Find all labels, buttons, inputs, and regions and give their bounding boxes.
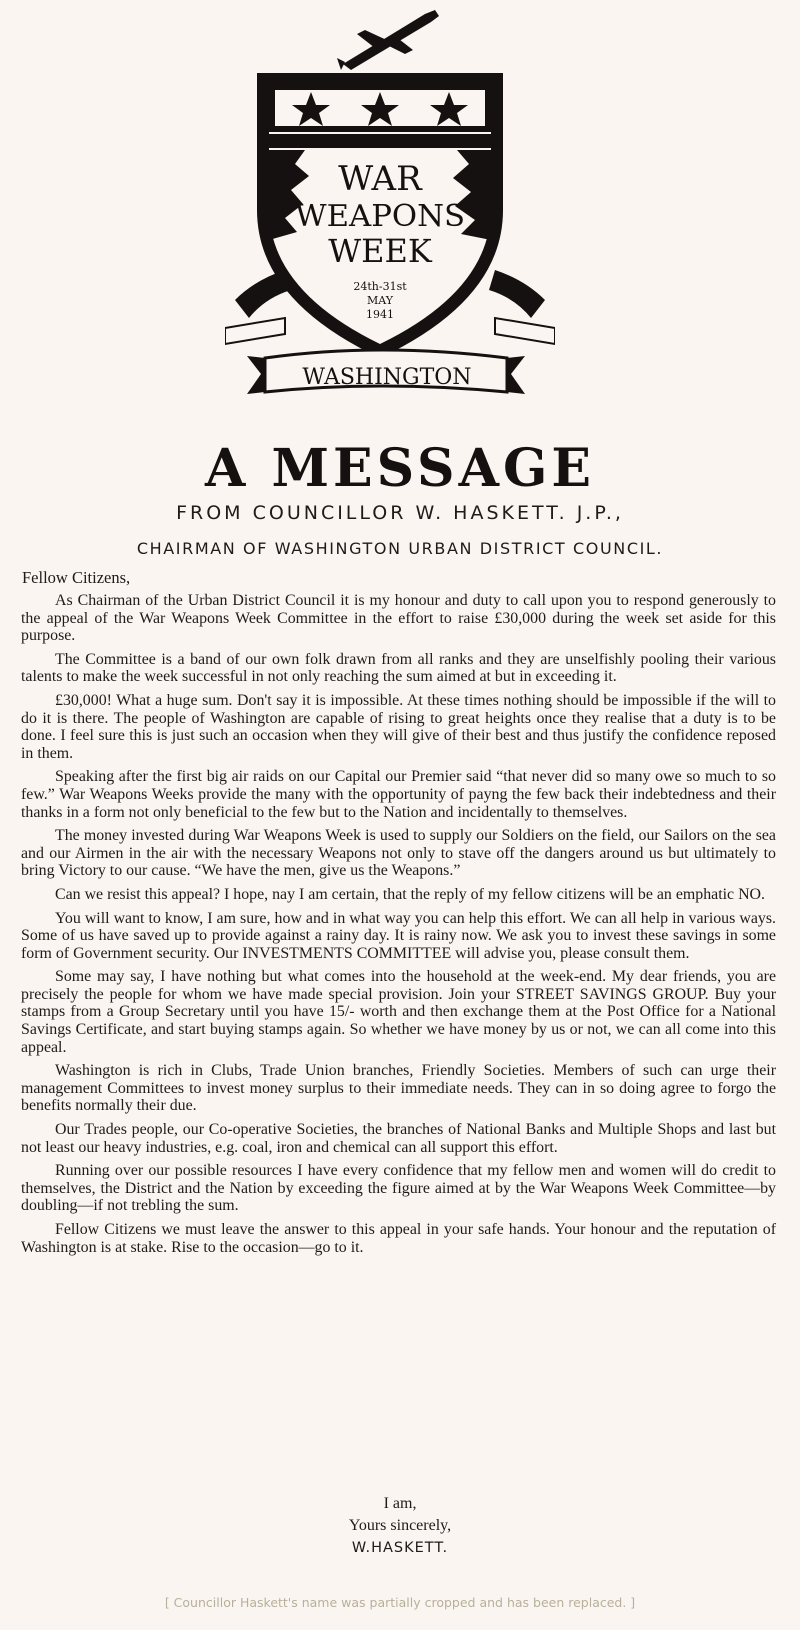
paragraph: £30,000! What a huge sum. Don't say it is impossible. At these times nothing should be impossible if the will to do it is there. The people of Washington are capable of rising to great heights once they realise that a duty is to be done. I feel sure this is just such an occasion when they will give of their best and thus justify the confidence reposed in them. [21,691,776,762]
closing-line-yours-sincerely: Yours sincerely, [348,1517,452,1534]
crest-title-line-1: WAR [338,159,422,199]
crest-month: MAY [366,294,394,307]
crest-banner-text: WASHINGTON [302,365,472,390]
paragraph: The Committee is a band of our own folk drawn from all ranks and they are unselfishly pooling their various talents to make the week successful in not only reaching the sum aimed at but in exceeding it. [21,650,776,686]
paragraph: Washington is rich in Clubs, Trade Union branches, Friendly Societies. Members of such can urge their management Committees to invest money surplus to their immediate needs. They can in so doing agree to forgo the benefits normally their due. [21,1062,776,1115]
salutation: Fellow Citizens, [22,568,131,587]
paragraph: Speaking after the first big air raids on our Capital our Premier said “that never did so many owe so much to so few.” War Weapons Weeks provide the many with the opportunity of payng the few back their indebtedness and their thanks in a form not only beneficial to the few but to the Nation and incidentally to themselves. [21,768,776,821]
aeroplane-icon [337,10,439,70]
closing-block [0,1493,800,1559]
crest-title-line-3: WEEK [328,232,432,270]
crest-dates: 24th-31st [353,280,407,293]
chairman-title-line: CHAIRMAN OF WASHINGTON URBAN DISTRICT COUNCIL. [136,539,664,558]
from-line: FROM COUNCILLOR W. HASKETT. J.P., [176,502,624,524]
paragraph: Some may say, I have nothing but what comes into the household at the week-end. My dear friends, you are precisely the people for whom we have made special provision. Join your STREET SAVINGS GROUP. Buy your stamps from a Group Secretary until you have 15/- worth and then exchange them at the Post Office for a National Savings Certificate, and start buying stamps again. So whether we have money by us or not, we can all come into this appeal. [21,968,776,1056]
editorial-note: [ Councillor Haskett's name was partially cropped and has been replaced. ] [164,1595,636,1610]
paragraph: The money invested during War Weapons Week is used to supply our Soldiers on the field, our Sailors on the sea and our Airmen in the air with the necessary Weapons not only to stave off the dangers around us but ultimately to bring Victory to our cause. “We have the men, give us the Weapons.” [21,827,776,880]
letter-body [21,592,776,1262]
crest-year: 1941 [366,308,394,321]
signature: W.HASKETT. [351,1540,449,1556]
crest-title-line-2: WEAPONS [295,199,465,234]
closing-line-i-am: I am, [383,1495,417,1512]
paragraph: Our Trades people, our Co-operative Societies, the branches of National Banks and Multiple Shops and last but not least our heavy industries, e.g. coal, iron and chemical can all support this effort. [21,1121,776,1156]
headline: A MESSAGE [205,438,595,499]
paragraph: Can we resist this appeal? I hope, nay I am certain, that the reply of my fellow citizens will be an emphatic NO. [55,885,765,903]
paragraph: As Chairman of the Urban District Council it is my honour and duty to call upon you to respond generously to the appeal of the War Weapons Week Committee in the effort to raise £30,000 during the week set aside for this purpose. [21,592,776,645]
paragraph: Fellow Citizens we must leave the answer to this appeal in your safe hands. Your honour and the reputation of Washington is at stake. Rise to the occasion—go to it. [21,1221,776,1256]
war-weapons-week-crest [225,0,555,420]
paragraph: Running over our possible resources I have every confidence that my fellow men and women will do credit to themselves, the District and the Nation by exceeding the figure aimed at by the War Weapons Week Committee—by doubling—if not trebling the sum. [21,1162,776,1215]
paragraph: You will want to know, I am sure, how and in what way you can help this effort. We can all help in various ways. Some of us have saved up to provide against a rainy day. It is rainy now. We ask you to invest these savings in some form of Government security. Our INVESTMENTS COMMITTEE will advise you, please consult them. [21,909,776,962]
